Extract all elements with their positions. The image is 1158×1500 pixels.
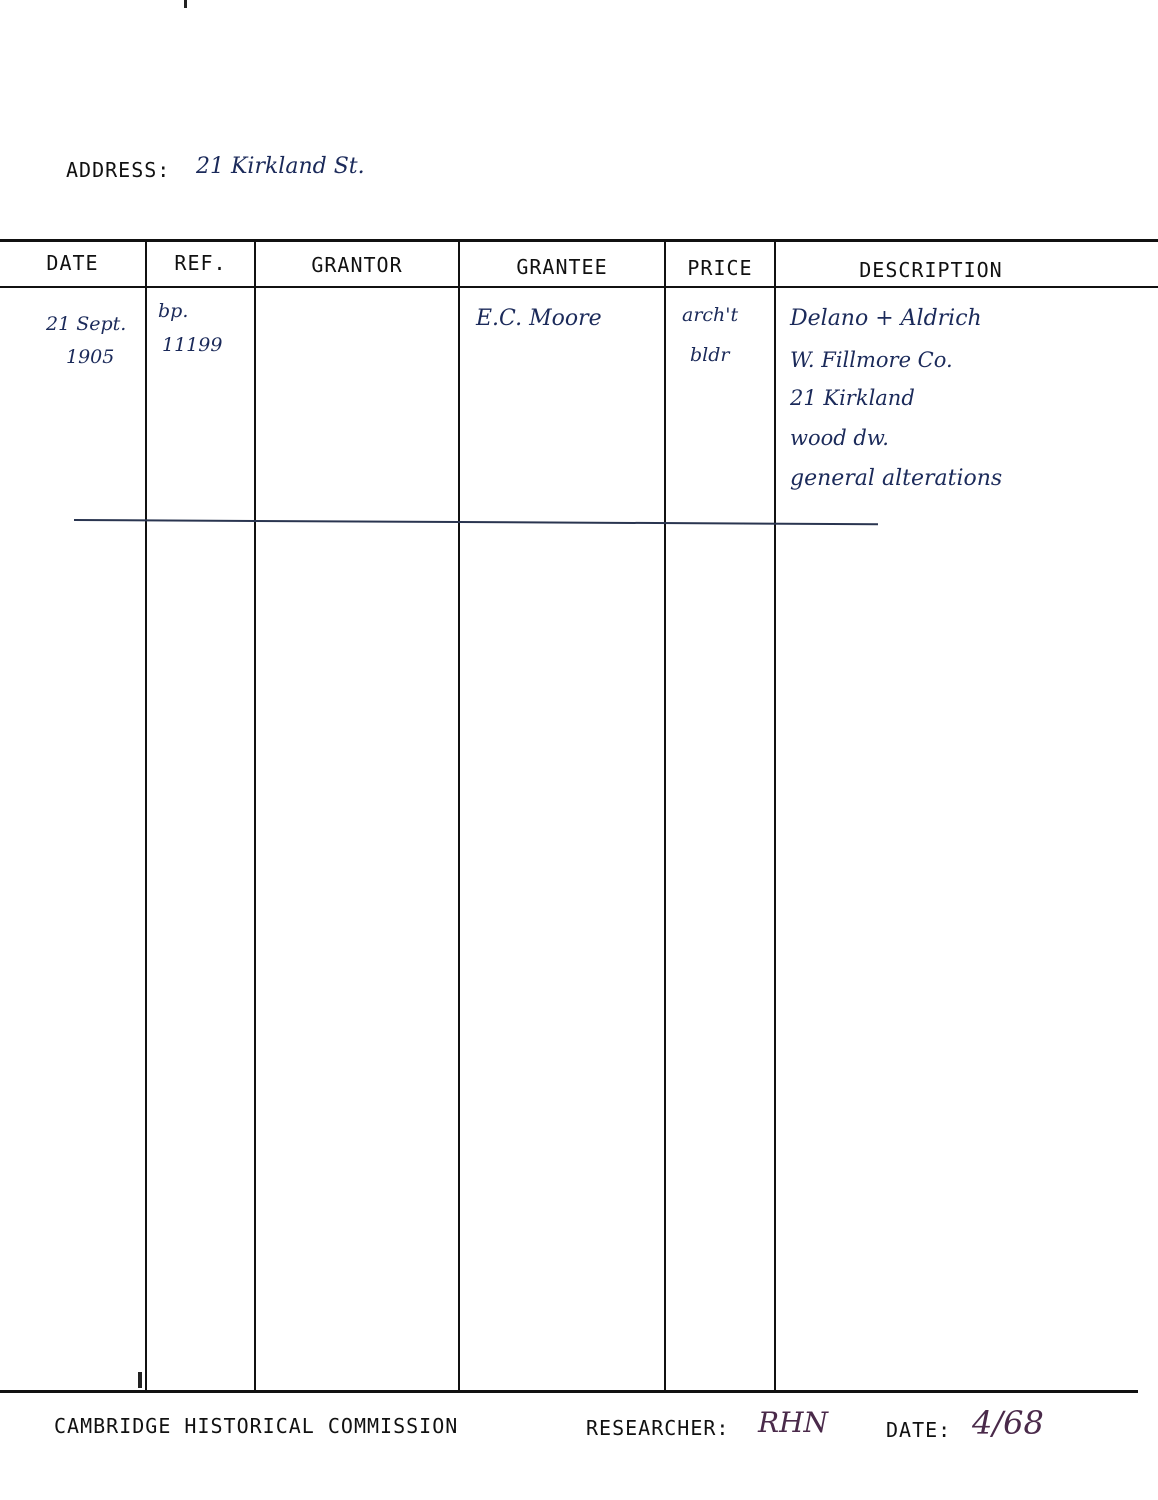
entry-ref-line2: 11199 — [162, 334, 223, 356]
entry-description-line3: 21 Kirkland — [790, 386, 915, 410]
footer-date-value: 4/68 — [972, 1404, 1044, 1442]
footer-researcher-value: RHN — [758, 1406, 828, 1439]
entry-description-line4: wood dw. — [790, 426, 889, 450]
column-divider-date-ref — [145, 240, 147, 1390]
entry-description-line1: Delano + Aldrich — [790, 306, 982, 331]
entry-description-line5: general alterations — [790, 466, 1003, 491]
column-header-grantor: GRANTOR — [311, 253, 403, 277]
table-top-rule — [0, 239, 1158, 242]
header-bottom-rule — [0, 286, 1158, 288]
address-value: 21 Kirkland St. — [196, 154, 365, 179]
address-label: ADDRESS: — [66, 158, 171, 182]
scan-speck — [184, 0, 187, 8]
footer-top-rule — [0, 1390, 1138, 1393]
rule-end-mark — [138, 1372, 142, 1388]
column-header-ref: REF. — [174, 251, 227, 275]
column-divider-price-description — [774, 240, 776, 1390]
column-header-description: DESCRIPTION — [859, 258, 1003, 282]
entry-price-line1: arch't — [682, 304, 739, 326]
entry-date-line2: 1905 — [66, 346, 115, 368]
entry-price-line2: bldr — [690, 344, 730, 366]
entry-ref-line1: bp. — [158, 300, 189, 322]
entry-date-line1: 21 Sept. — [46, 313, 127, 335]
footer-researcher-label: RESEARCHER: — [586, 1416, 730, 1440]
column-divider-ref-grantor — [254, 240, 256, 1390]
column-header-price: PRICE — [687, 256, 753, 280]
entry-grantee: E.C. Moore — [476, 306, 602, 331]
column-header-grantee: GRANTEE — [516, 255, 608, 279]
column-header-date: DATE — [46, 251, 99, 275]
entry-description-line2: W. Fillmore Co. — [790, 348, 953, 372]
footer-organization: CAMBRIDGE HISTORICAL COMMISSION — [54, 1414, 459, 1438]
entry-separator-rule — [74, 519, 878, 525]
column-divider-grantee-price — [664, 240, 666, 1390]
column-divider-grantor-grantee — [458, 240, 460, 1390]
footer-date-label: DATE: — [886, 1418, 952, 1442]
